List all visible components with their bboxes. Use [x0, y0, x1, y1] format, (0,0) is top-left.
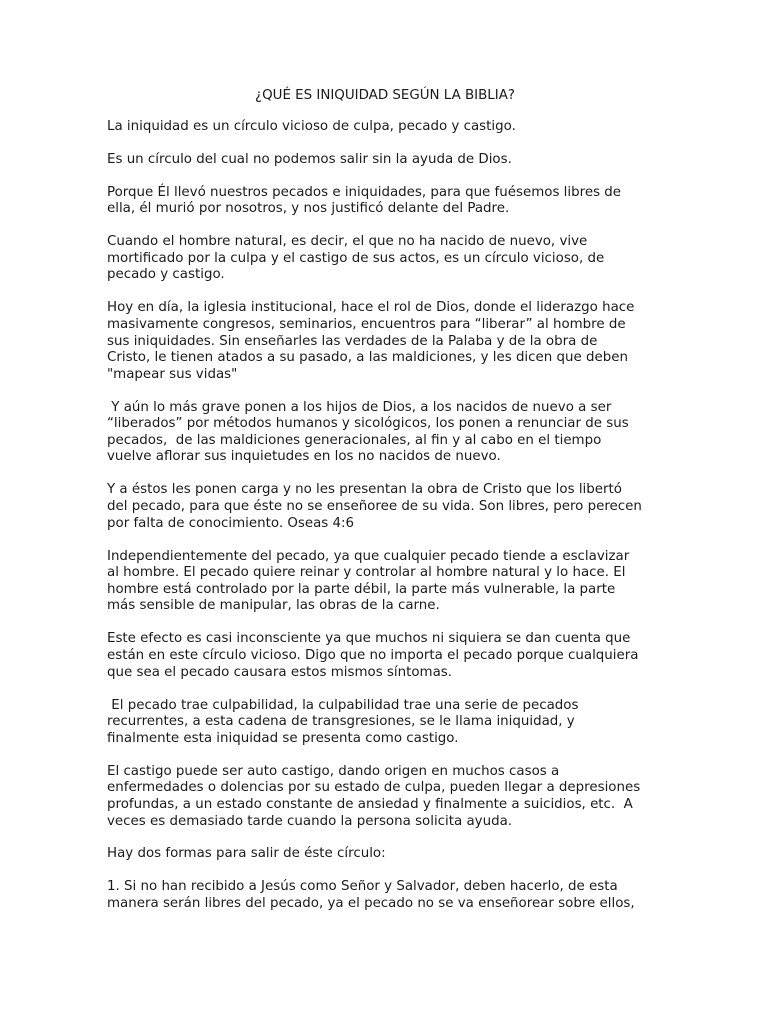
paragraph-7: Y a éstos les ponen carga y no les presentan la obra de Cristo que los libertó del pecado, para que éste no se enseñoree de su vida. Son libres, pero perecen por falta de conocimiento. Oseas 4:6 [107, 482, 642, 531]
paragraph-2: Es un círculo del cual no podemos salir sin la ayuda de Dios. [107, 151, 512, 167]
paragraph-12: Hay dos formas para salir de éste círculo: [107, 846, 386, 862]
paragraph-5: Hoy en día, la iglesia institucional, hace el rol de Dios, donde el liderazgo hace masivamente congresos, seminarios, encuentros para “liberar” al hombre de sus iniquidades. Sin enseñarles las verdades de la Palaba y de la obra de Cristo, le tienen atados a su pasado, a las maldiciones, y les dicen que deben "mapear sus vidas" [107, 300, 635, 382]
paragraph-10: El pecado trae culpabilidad, la culpabilidad trae una serie de pecados recurrentes, a esta cadena de transgresiones, se le llama iniquidad, y finalmente esta iniquidad se presenta como castigo. [107, 697, 579, 746]
document-title: ¿QUÉ ES INIQUIDAD SEGÚN LA BIBLIA? [255, 88, 515, 103]
document-page [107, 88, 663, 929]
paragraph-9: Este efecto es casi inconsciente ya que muchos ni siquiera se dan cuenta que están en este círculo vicioso. Digo que no importa el pecado porque cualquiera que sea el pecado causara estos mismos síntomas. [107, 631, 639, 680]
paragraph-8: Independientemente del pecado, ya que cualquier pecado tiende a esclavizar al hombre. El pecado quiere reinar y controlar al hombre natural y lo hace. El hombre está controlado por la parte débil, la parte más vulnerable, la parte más sensible de manipular, las obras de la carne. [107, 548, 630, 614]
paragraph-4: Cuando el hombre natural, es decir, el que no ha nacido de nuevo, vive mortificado por la culpa y el castigo de sus actos, es un círculo vicioso, de pecado y castigo. [107, 234, 605, 283]
paragraph-13: 1. Si no han recibido a Jesús como Señor y Salvador, deben hacerlo, de esta manera serán libres del pecado, ya el pecado no se va enseñorear sobre ellos, [107, 879, 635, 912]
paragraph-1: La iniquidad es un círculo vicioso de culpa, pecado y castigo. [107, 118, 516, 134]
paragraph-3: Porque Él llevó nuestros pecados e iniquidades, para que fuésemos libres de ella, él murió por nosotros, y nos justificó delante del Padre. [107, 184, 622, 217]
paragraph-11: El castigo puede ser auto castigo, dando origen en muchos casos a enfermedades o dolencias por su estado de culpa, pueden llegar a depresiones profundas, a un estado constante de ansiedad y finalmente a suicidios, etc. A veces es demasiado tarde cuando la persona solicita ayuda. [107, 763, 641, 829]
paragraph-6: Y aún lo más grave ponen a los hijos de Dios, a los nacidos de nuevo a ser “liberados” por métodos humanos y sicológicos, los ponen a renunciar de sus pecados, de las maldiciones generacionales, al fin y al cabo en el tiempo vuelve aflorar sus inquietudes en los no nacidos de nuevo. [107, 399, 629, 465]
